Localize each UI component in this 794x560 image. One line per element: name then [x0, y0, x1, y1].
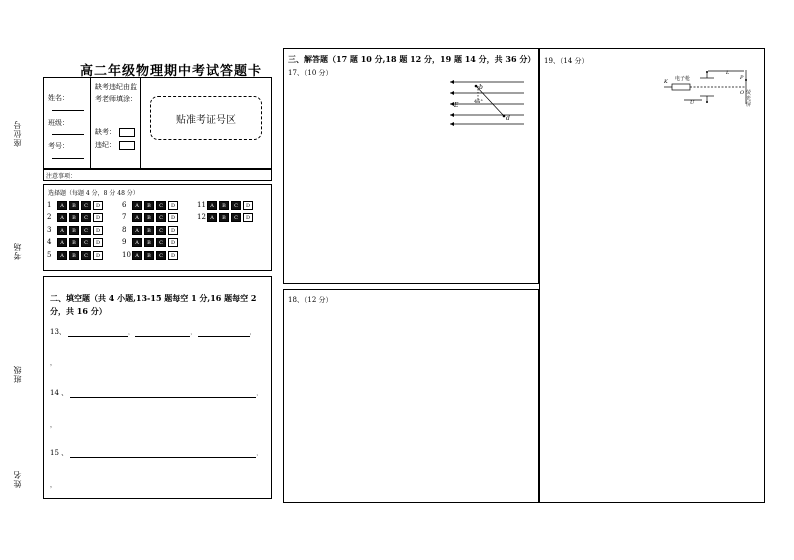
q15-tail: ，: [50, 482, 57, 489]
mc-options-11: [207, 201, 253, 210]
mc-bubble-d[interactable]: D: [243, 213, 253, 222]
electron-gun-body: [672, 84, 690, 90]
violation-checkbox[interactable]: [119, 141, 135, 150]
notice-label: 注意事项：: [46, 173, 77, 180]
mc-bubble-b[interactable]: B: [69, 251, 79, 260]
mc-options-8: [132, 226, 178, 235]
fill-heading: 二、填空题（共 4 小题,13-15 题每空 1 分,16 题每空 2 分，共 16 分）: [50, 293, 257, 316]
label-angle: 45°: [474, 99, 483, 105]
violation-label: 违纪：: [95, 141, 116, 149]
mc-options-5: [57, 251, 103, 260]
mc-question-number: 2: [47, 213, 52, 221]
point-b: [475, 85, 478, 88]
class-label: 班级：: [48, 119, 69, 127]
absent-label: 缺考：: [95, 128, 116, 136]
absent-checkbox[interactable]: [119, 128, 135, 137]
mc-options-2: [57, 213, 103, 222]
q13-comma-3: ，: [249, 330, 255, 336]
q14-row: [50, 388, 261, 398]
mc-bubble-c[interactable]: C: [81, 238, 91, 247]
mc-options-7: [132, 213, 178, 222]
mc-bubble-a[interactable]: A: [132, 238, 142, 247]
mc-bubble-d[interactable]: D: [93, 238, 103, 247]
absent-row: [95, 127, 135, 137]
mc-bubble-a[interactable]: A: [57, 226, 67, 235]
mc-bubble-d[interactable]: D: [168, 238, 178, 247]
arrow-left-icon: [450, 91, 454, 95]
q18-label: 18、（12 分）: [288, 296, 333, 304]
q13-blank-3[interactable]: [198, 328, 250, 337]
q15-row: [50, 448, 261, 458]
terminal-top: [706, 71, 708, 73]
mc-bubble-c[interactable]: C: [156, 201, 166, 210]
side-label-seat: 座位号: [13, 120, 22, 147]
mc-question-number: 8: [122, 226, 127, 234]
q15-blank[interactable]: [70, 449, 256, 458]
mc-bubble-b[interactable]: B: [219, 213, 229, 222]
label-L: L: [726, 70, 730, 76]
mc-bubble-d[interactable]: D: [168, 251, 178, 260]
info-divider-2: [140, 77, 141, 169]
mc-bubble-a[interactable]: A: [132, 213, 142, 222]
label-gun: 电子枪: [675, 76, 691, 82]
q15-comma: ，: [256, 451, 262, 457]
name-label: 姓名：: [48, 94, 69, 102]
ticket-area[interactable]: [150, 96, 262, 140]
mc-bubble-c[interactable]: C: [156, 251, 166, 260]
q15-label: 15 、: [50, 449, 69, 457]
mc-bubble-a[interactable]: A: [57, 201, 67, 210]
q13-comma-2: ，: [190, 330, 196, 336]
q13-comma-1: ，: [128, 330, 134, 336]
mc-heading: 选择题（每题 4 分，8 分 48 分）: [48, 190, 139, 197]
mc-bubble-a[interactable]: A: [207, 213, 217, 222]
mc-bubble-c[interactable]: C: [156, 238, 166, 247]
q19-figure: [662, 66, 758, 106]
side-label-name: 姓名: [13, 470, 22, 488]
mc-bubble-a[interactable]: A: [132, 226, 142, 235]
label-E: E: [454, 102, 459, 109]
mc-bubble-b[interactable]: B: [144, 238, 154, 247]
label-d: d: [506, 115, 510, 122]
q13-label: 13、: [50, 328, 66, 336]
q14-tail: ，: [50, 422, 57, 429]
q17-figure: [448, 76, 528, 128]
arrow-left-icon: [450, 122, 454, 126]
point-P: [745, 79, 747, 81]
mc-bubble-c[interactable]: C: [156, 213, 166, 222]
mc-question-number: 11: [197, 201, 206, 209]
mc-bubble-b[interactable]: B: [144, 226, 154, 235]
absent-note: 缺考违纪由监考老师填涂：: [95, 83, 137, 103]
mc-options-3: [57, 226, 103, 235]
q19-label: 19、（14 分）: [544, 57, 589, 65]
info-divider-1: [90, 77, 91, 169]
mc-question-number: 3: [47, 226, 52, 234]
mc-bubble-b[interactable]: B: [144, 213, 154, 222]
q14-blank[interactable]: [70, 389, 256, 398]
page-title: 高二年级物理期中考试答题卡: [80, 64, 263, 79]
mc-bubble-c[interactable]: C: [231, 213, 241, 222]
mc-bubble-b[interactable]: B: [69, 201, 79, 210]
q14-label: 14 、: [50, 389, 69, 397]
mc-bubble-a[interactable]: A: [57, 238, 67, 247]
mc-bubble-c[interactable]: C: [81, 251, 91, 260]
mc-question-number: 9: [122, 238, 127, 246]
mc-bubble-d[interactable]: D: [93, 201, 103, 210]
mc-options-6: [132, 201, 178, 210]
ticket-area-label: 贴准考证号区: [176, 114, 236, 126]
side-label-exam-room: 考场: [13, 242, 22, 260]
class-field[interactable]: [52, 134, 84, 135]
label-K: K: [664, 79, 668, 85]
q18-box: [283, 289, 539, 503]
mc-question-number: 5: [47, 251, 52, 259]
mc-bubble-b[interactable]: B: [69, 213, 79, 222]
q13-tail: ，: [50, 360, 57, 367]
mc-question-number: 7: [122, 213, 127, 221]
q14-comma: ，: [256, 391, 262, 397]
mc-question-number: 10: [122, 251, 131, 259]
q13-blank-2[interactable]: [135, 328, 190, 337]
q17-label: 17、（10 分）: [288, 69, 333, 77]
mc-bubble-b[interactable]: B: [144, 201, 154, 210]
q13-row: [50, 327, 255, 337]
mc-question-number: 12: [197, 213, 206, 221]
solve-heading: 三、解答题（17 题 10 分,18 题 12 分，19 题 14 分，共 36 分）: [288, 54, 536, 64]
mc-bubble-b[interactable]: B: [69, 238, 79, 247]
mc-bubble-d[interactable]: D: [243, 201, 253, 210]
mc-bubble-d[interactable]: D: [93, 226, 103, 235]
mc-bubble-b[interactable]: B: [219, 201, 229, 210]
examno-label: 考号：: [48, 142, 69, 150]
terminal-bottom: [706, 101, 708, 103]
mc-question-number: 1: [47, 201, 52, 209]
q13-blank-1[interactable]: [68, 328, 128, 337]
mc-bubble-c[interactable]: C: [81, 201, 91, 210]
mc-bubble-a[interactable]: A: [132, 251, 142, 260]
mc-bubble-c[interactable]: C: [156, 226, 166, 235]
label-P: P: [740, 75, 744, 81]
mc-bubble-d[interactable]: D: [168, 226, 178, 235]
arrow-left-icon: [450, 80, 454, 84]
mc-bubble-a[interactable]: A: [57, 251, 67, 260]
mc-options-9: [132, 238, 178, 247]
mc-options-10: [132, 251, 178, 260]
mc-bubble-a[interactable]: A: [57, 213, 67, 222]
mc-bubble-d[interactable]: D: [168, 201, 178, 210]
mc-bubble-c[interactable]: C: [81, 213, 91, 222]
mc-bubble-c[interactable]: C: [231, 201, 241, 210]
mc-bubble-c[interactable]: C: [81, 226, 91, 235]
mc-bubble-d[interactable]: D: [93, 213, 103, 222]
mc-bubble-a[interactable]: A: [207, 201, 217, 210]
mc-bubble-d[interactable]: D: [168, 213, 178, 222]
q19-box: [539, 48, 765, 503]
arrow-left-icon: [450, 113, 454, 117]
label-O: O: [740, 90, 745, 96]
mc-bubble-d[interactable]: D: [93, 251, 103, 260]
point-d: [503, 115, 506, 118]
mc-bubble-a[interactable]: A: [132, 201, 142, 210]
mc-options-1: [57, 201, 103, 210]
notice-row: [43, 169, 272, 181]
label-b: b: [479, 84, 483, 91]
mc-bubble-b[interactable]: B: [144, 251, 154, 260]
mc-options-4: [57, 238, 103, 247]
mc-question-number: 6: [122, 201, 127, 209]
violation-row: [95, 140, 135, 150]
mc-question-number: 4: [47, 238, 52, 246]
label-screen: 荧光屏: [746, 90, 752, 108]
label-U: U: [690, 100, 695, 106]
side-label-class: 班级: [13, 365, 22, 383]
mc-options-12: [207, 213, 253, 222]
examno-field[interactable]: [52, 158, 84, 159]
name-field[interactable]: [52, 110, 84, 111]
mc-bubble-b[interactable]: B: [69, 226, 79, 235]
